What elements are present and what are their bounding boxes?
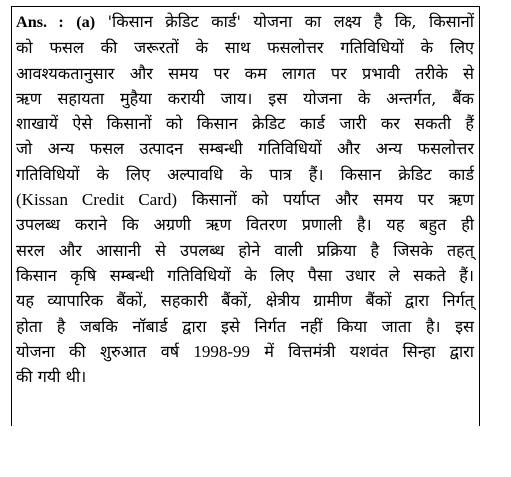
answer-line-15: की गयी थी। [16,367,87,387]
answer-line-6: जो अन्य फसल उत्पादन सम्बन्धी गतिविधियों और अन्य फसलोत्तर [16,139,474,159]
answer-line-1-text: 'किसान क्रेडिट कार्ड' योजना का लक्ष्य है कि, किसानों [107,12,474,31]
answer-line-8-text: किसानों को पर्याप्त और समय पर ऋण [191,190,474,210]
answer-line-10: सरल और आसानी से उपलब्ध होने वाली प्रक्रिया है जिसके तहत् [16,240,474,260]
answer-line-11: किसान कृषि सम्बन्धी गतिविधियों के लिए पैसा उधार ले सकते हैं। [16,265,474,285]
answer-line-14-text-a: योजना की शुरुआत वर्ष [16,341,180,361]
answer-line-13: होता है जबकि नॉबार्ड द्वारा इसे निर्गत नहीं किया जाता है। इस [16,316,474,336]
answer-part-label: (a) [76,13,96,31]
answer-line-14 [16,339,474,364]
answer-line-4: ऋण सहायता मुहैया करायी जाय। इस योजना के अन्तर्गत, बैंक [16,88,474,108]
english-term: (Kissan Credit Card) [16,190,178,210]
answer-label: Ans. : [16,13,64,31]
answer-line-2: को फसल की जरूरतों के साथ फसलोत्तर गतिविधियों के लिए [16,38,474,58]
answer-line-5: शाखायें ऐसे किसानों को किसान क्रेडिट कार्ड जारी कर सकती हैं [16,114,474,134]
answer-line-12: यह व्यापारिक बैंकों, सहकारी बैंकों, क्षेत्रीय ग्रामीण बैंकों द्वारा निर्गत् [16,291,474,311]
answer-box [11,6,480,426]
answer-line-1 [16,9,474,35]
answer-line-8 [16,187,474,212]
answer-line-3: आवश्यकतानुसार और समय पर कम लागत पर प्रभावी तरीके से [16,63,474,83]
answer-line-7: गतिविधियों के लिए अल्पावधि के पात्र हैं। किसान क्रेडिट कार्ड [16,164,474,184]
answer-paragraph [16,9,474,389]
answer-line-14-text-b: में वित्तमंत्री यशवंत सिन्हा द्वारा [264,341,474,361]
answer-line-9: उपलब्ध कराने कि अग्रणी ऋण वितरण प्रणाली है। यह बहुत ही [16,215,474,235]
year-range: 1998-99 [193,341,250,361]
